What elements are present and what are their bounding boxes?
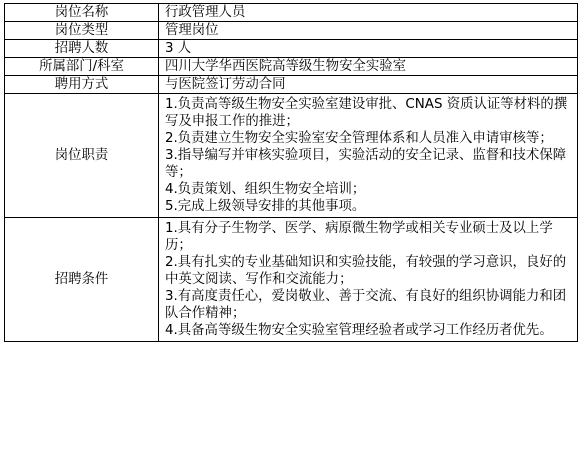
row-position-type (5, 22, 578, 40)
row-duties (5, 94, 578, 218)
requirement-item: 2.具有扎实的专业基础知识和实验技能，有较强的学习意识，良好的中英文阅读、写作和交流能力； (165, 255, 567, 287)
employment-type-label: 聘用方式 (5, 76, 159, 94)
row-employment-type (5, 76, 578, 94)
row-requirements (5, 218, 578, 342)
duty-item: 4.负责策划、组织生物安全培训； (165, 182, 366, 197)
duties-label: 岗位职责 (5, 94, 159, 218)
row-headcount (5, 40, 578, 58)
duties-list (159, 94, 578, 218)
department-label: 所属部门/科室 (5, 58, 159, 76)
requirement-item: 3.有高度责任心，爱岗敬业、善于交流、有良好的组织协调能力和团队合作精神； (165, 289, 567, 321)
requirements-list (159, 218, 578, 342)
position-type-value: 管理岗位 (159, 22, 578, 40)
position-name-value: 行政管理人员 (159, 4, 578, 22)
requirement-item: 4.具备高等级生物安全实验室管理经验者或学习工作经历者优先。 (165, 323, 553, 338)
headcount-value: 3 人 (159, 40, 578, 58)
position-name-label: 岗位名称 (5, 4, 159, 22)
requirement-item: 1.具有分子生物学、医学、病原微生物学或相关专业硕士及以上学历； (165, 221, 553, 253)
requirements-label: 招聘条件 (5, 218, 159, 342)
row-department (5, 58, 578, 76)
headcount-label: 招聘人数 (5, 40, 159, 58)
duty-item: 5.完成上级领导安排的其他事项。 (165, 199, 366, 214)
job-posting-table (4, 3, 578, 342)
duty-item: 1.负责高等级生物安全实验室建设审批、CNAS 资质认证等材料的撰写及申报工作的推进； (165, 97, 568, 129)
duty-item: 3.指导编写并审核实验项目，实验活动的安全记录、监督和技术保障等； (165, 148, 567, 180)
duty-item: 2.负责建立生物安全实验室安全管理体系和人员准入申请审核等； (165, 131, 553, 146)
employment-type-value: 与医院签订劳动合同 (159, 76, 578, 94)
position-type-label: 岗位类型 (5, 22, 159, 40)
department-value: 四川大学华西医院高等级生物安全实验室 (159, 58, 578, 76)
row-position-name (5, 4, 578, 22)
